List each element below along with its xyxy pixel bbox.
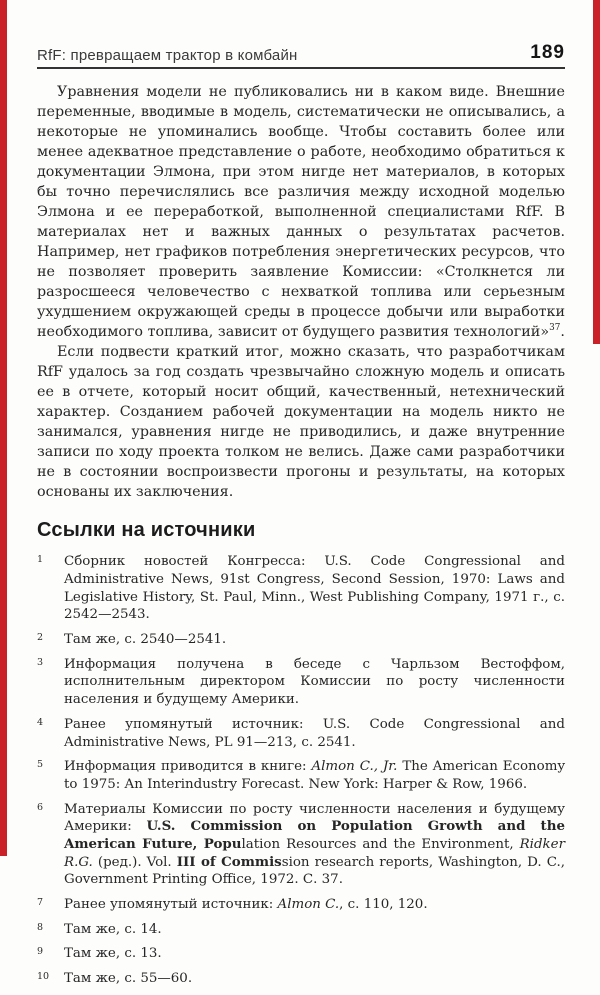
- footnote-number: 8: [37, 921, 44, 933]
- running-header-title: RfF: превращаем трактор в комбайн: [37, 47, 298, 64]
- footnote-item: [37, 801, 565, 889]
- text-segment-regular: Уравнения модели не публиковались ни в каком виде. Внешние переменные, вводимые в модель, систематически не описывались, а некоторые не упоминались вообще. Чтобы составить более или менее адекватное представление о работе, необходимо обратиться к документации Элмона, при этом нигде нет материалов, в которых бы точно перечислялись все различия между исходной моделью Элмона и ее переработкой, выполненной специалистами RfF. В материалах нет и важных данных о результатах расчетов. Например, нет графиков потребления энергетических ресурсов, что не позволяет проверить заявление Комиссии: «Столкнется ли разросшееся человечество с нехваткой топлива или серьезным ухудшением окружающей среды в процессе добычи или выработки необходимого топлива, зависит от будущего развития технологий»: [37, 84, 565, 341]
- text-segment-regular: Там же, с. 13.: [64, 946, 162, 962]
- footnote-number: 9: [37, 946, 44, 958]
- text-segment-bold: U.S. Commission on Population Growth and the American Future, Popu: [64, 818, 565, 852]
- footnote-text: [64, 758, 565, 793]
- footnote-item: [37, 945, 565, 963]
- text-segment-regular: Там же, с. 2540—2541.: [64, 632, 227, 648]
- running-header: [37, 42, 565, 69]
- footnote-item: [37, 553, 565, 624]
- text-segment-regular: , с. 110, 120.: [339, 897, 428, 913]
- text-segment-regular: Информация приводится в книге:: [64, 759, 312, 775]
- scan-edge-right-bar: [593, 0, 600, 344]
- footnote-item: [37, 758, 565, 793]
- footnote-text: [64, 656, 565, 709]
- footnote-number: 10: [37, 971, 50, 983]
- text-segment-bold: III of Commis: [176, 853, 282, 870]
- footnote-number: 5: [37, 759, 44, 771]
- text-segment-italic: Almon C., Jr.: [311, 759, 398, 775]
- footnote-list: [37, 553, 565, 987]
- page-number: 189: [530, 42, 565, 63]
- text-segment-regular: Информация получена в беседе с Чарльзом Вестоффом, исполнительным директором Комиссии по росту численности населения и будущему Америки.: [64, 656, 565, 708]
- text-segment-regular: Там же, с. 55—60.: [64, 971, 193, 987]
- footnote-number: 6: [37, 801, 44, 813]
- text-segment-regular: lation Resources and the Environment,: [241, 836, 520, 852]
- footnote-number: 7: [37, 897, 44, 909]
- footnote-item: [37, 896, 565, 914]
- body-paragraphs: [37, 82, 565, 502]
- footnote-item: [37, 970, 565, 988]
- footnote-text: [64, 801, 565, 889]
- footnote-number: 2: [37, 632, 44, 644]
- footnote-number: 4: [37, 716, 44, 728]
- footnote-item: [37, 716, 565, 751]
- text-segment-regular: Там же, с. 14.: [64, 921, 162, 937]
- footnote-text: [64, 970, 565, 988]
- text-segment-regular: Ранее упомянутый источник:: [64, 897, 278, 913]
- text-segment-regular: The American Economy to 1975: An Interindustry Forecast. New York: Harper & Row, 1966.: [64, 759, 566, 792]
- text-segment-regular: sion research reports, Washington, D. C., Government Printing Office, 1972. С. 37.: [64, 854, 566, 888]
- references-heading: Ссылки на источники: [37, 519, 256, 542]
- footnote-text: [64, 921, 565, 939]
- text-segment-regular: .: [560, 324, 565, 341]
- text-segment-regular: Сборник новостей Конгресса: U.S. Code Congressional and Administrative News, 91st Congress, Second Session, 1970: Laws and Legislative History, St. Paul, Minn., West Publishing Company, 1971 г., с. 2542—2543.: [64, 554, 565, 623]
- footnote-number: 3: [37, 656, 44, 668]
- footnote-number: 1: [37, 554, 44, 566]
- scan-edge-left-bar: [0, 0, 7, 856]
- text-segment-regular: Ранее упомянутый источник: U.S. Code Congressional and Administrative News, PL 91—213, с. 2541.: [64, 716, 565, 750]
- text-segment-regular: Если подвести краткий итог, можно сказать, что разработчикам RfF удалось за год создать чрезвычайно сложную модель и описать ее в отчете, который носит общий, качественный, нетехнический характер. Созданием рабочей документации на модель никто не занимался, уравнения нигде не приводились, и даже внутренние записи по ходу проекта толком не велись. Даже сами разработчики не в состоянии воспроизвести прогоны и результаты, на которых основаны их заключения.: [37, 344, 565, 501]
- text-segment-sup: 37: [549, 323, 561, 334]
- footnote-text: [64, 896, 565, 914]
- body-paragraph: [37, 342, 565, 502]
- text-segment-italic: Ridker R.G.: [64, 836, 565, 870]
- text-segment-italic: Almon C.: [277, 897, 340, 913]
- footnote-item: [37, 921, 565, 939]
- footnote-item: [37, 631, 565, 649]
- text-segment-regular: Материалы Комиссии по росту численности населения и будущему Америки:: [64, 801, 565, 835]
- footnote-text: [64, 631, 565, 649]
- footnote-text: [64, 553, 565, 624]
- body-paragraph: [37, 82, 565, 342]
- footnote-text: [64, 716, 565, 751]
- footnote-item: [37, 656, 565, 709]
- page-content: [37, 42, 565, 995]
- text-segment-regular: (ред.). Vol.: [92, 854, 177, 870]
- footnote-text: [64, 945, 565, 963]
